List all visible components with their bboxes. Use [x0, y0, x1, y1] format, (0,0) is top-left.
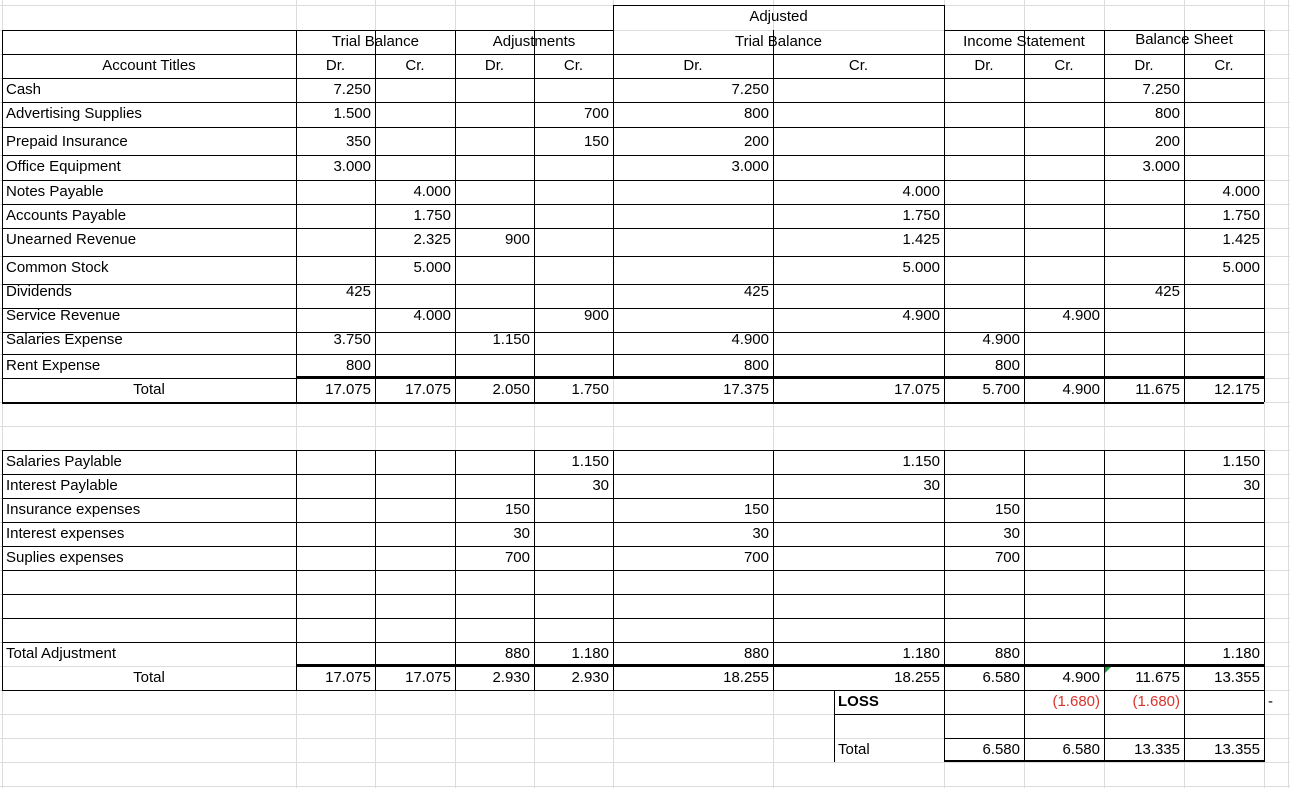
cell-adj_dr: 900 [504, 231, 530, 248]
header-cr: Cr. [848, 57, 869, 74]
cell-border [944, 30, 945, 402]
header-adjusted-trial-balance: Trial Balance [735, 33, 822, 50]
cell-atb_cr: 1.150 [902, 453, 940, 470]
cell-bs_cr: 5.000 [1222, 259, 1260, 276]
cell-bs_cr: 1.180 [1222, 645, 1260, 662]
loss-income-cr: (1.680) [1052, 693, 1100, 710]
account-title: Prepaid Insurance [6, 133, 128, 150]
cell-border [296, 30, 297, 402]
cell-border [2, 522, 1264, 523]
cell-bs_cr: 13.355 [1214, 669, 1260, 686]
cell-border [2, 570, 1264, 571]
final-total-is-cr: 6.580 [1062, 741, 1100, 758]
cell-adj_cr: 30 [592, 477, 609, 494]
cell-is_cr: 4.900 [1062, 381, 1100, 398]
cell-atb_cr: 30 [923, 477, 940, 494]
account-title: Accounts Payable [6, 207, 127, 224]
cell-adj_dr: 1.150 [492, 331, 530, 348]
cell-tb_dr: 3.000 [333, 158, 371, 175]
cell-bs_cr: 30 [1243, 477, 1260, 494]
cell-border [296, 376, 1264, 378]
final-total-label: Total [838, 741, 870, 758]
cell-bs_dr: 425 [1154, 283, 1180, 300]
cell-border [1024, 690, 1025, 762]
cell-atb_dr: 700 [743, 549, 769, 566]
cell-border [1104, 690, 1105, 762]
cell-tb_cr: 4.000 [413, 307, 451, 324]
cell-atb_dr: 30 [752, 525, 769, 542]
cell-border [2, 594, 1264, 595]
account-title: Service Revenue [6, 307, 121, 324]
cell-border [1184, 30, 1185, 402]
header-income-statement: Income Statement [963, 33, 1085, 50]
header-trial-balance: Trial Balance [332, 33, 419, 50]
cell-border [2, 690, 1264, 691]
cell-border [2, 204, 1264, 205]
cell-border [2, 54, 1264, 55]
cell-is_dr: 800 [994, 357, 1020, 374]
final-total-is-dr: 6.580 [982, 741, 1020, 758]
loss-label: LOSS [838, 693, 879, 710]
cell-adj_dr: 2.050 [492, 381, 530, 398]
account-title: Cash [6, 81, 42, 98]
account-title: Advertising Supplies [6, 105, 142, 122]
cell-border [375, 30, 376, 402]
cell-tb_dr: 1.500 [333, 105, 371, 122]
cell-atb_dr: 3.000 [731, 158, 769, 175]
final-total-bs-cr: 13.355 [1214, 741, 1260, 758]
account-title: Total [133, 669, 165, 686]
cell-bs_dr: 11.675 [1135, 381, 1180, 398]
account-title: Unearned Revenue [6, 231, 137, 248]
cell-tb_cr: 17.075 [405, 381, 451, 398]
cell-border [944, 690, 945, 762]
cell-atb_dr: 150 [743, 501, 769, 518]
cell-tb_cr: 5.000 [413, 259, 451, 276]
cell-adj_cr: 900 [583, 307, 609, 324]
cell-atb_dr: 425 [743, 283, 769, 300]
cell-border [2, 102, 1264, 103]
cell-bs_dr: 3.000 [1142, 158, 1180, 175]
account-title: Interest Paylable [6, 477, 118, 494]
cell-bs_cr: 1.425 [1222, 231, 1260, 248]
cell-atb_dr: 17.375 [723, 381, 769, 398]
cell-adj_dr: 150 [504, 501, 530, 518]
cell-adj_dr: 700 [504, 549, 530, 566]
cell-border [2, 30, 613, 31]
cell-border [2, 78, 1264, 79]
cell-tb_cr: 4.000 [413, 183, 451, 200]
account-title: Notes Payable [6, 183, 104, 200]
cell-adj_cr: 150 [583, 133, 609, 150]
cell-border [1264, 690, 1265, 762]
header-adjusted: Adjusted [749, 8, 808, 25]
cell-atb_cr: 4.900 [902, 307, 940, 324]
cell-border [2, 642, 1264, 643]
cell-bs_dr: 11.675 [1135, 669, 1180, 686]
cell-border [2, 450, 1264, 451]
header-adjustments: Adjustments [492, 33, 576, 50]
cell-is_dr: 700 [994, 549, 1020, 566]
cell-bs_cr: 1.750 [1222, 207, 1260, 224]
cell-selection-handle[interactable] [1105, 667, 1111, 673]
account-title: Office Equipment [6, 158, 121, 175]
cell-adj_cr: 700 [583, 105, 609, 122]
cell-border [2, 180, 1264, 181]
cell-atb_dr: 200 [743, 133, 769, 150]
cell-atb_cr: 17.075 [894, 381, 940, 398]
cell-border [2, 546, 1264, 547]
cell-border [2, 256, 1264, 257]
cell-adj_dr: 30 [513, 525, 530, 542]
gridline-vertical [1288, 0, 1289, 788]
account-title: Common Stock [6, 259, 109, 276]
cell-border [2, 127, 1264, 128]
loss-dash: - [1268, 693, 1273, 710]
cell-border [2, 228, 1264, 229]
account-title: Suplies expenses [6, 549, 124, 566]
cell-adj_cr: 1.150 [571, 453, 609, 470]
cell-atb_dr: 880 [743, 645, 769, 662]
cell-border [2, 155, 1264, 156]
cell-is_dr: 4.900 [982, 331, 1020, 348]
cell-border [1264, 450, 1265, 690]
gridline-horizontal [0, 762, 1290, 763]
cell-atb_cr: 18.255 [894, 669, 940, 686]
cell-bs_cr: 12.175 [1214, 381, 1260, 398]
cell-adj_cr: 1.180 [571, 645, 609, 662]
cell-atb_dr: 7.250 [731, 81, 769, 98]
cell-border [2, 378, 1264, 379]
cell-atb_dr: 4.900 [731, 331, 769, 348]
cell-border [2, 30, 3, 402]
cell-atb_cr: 1.425 [902, 231, 940, 248]
cell-tb_dr: 800 [345, 357, 371, 374]
header-balance-sheet: Balance Sheet [1135, 31, 1233, 48]
cell-bs_dr: 7.250 [1142, 81, 1180, 98]
cell-adj_cr: 1.750 [571, 381, 609, 398]
cell-adj_dr: 880 [504, 645, 530, 662]
account-title: Interest expenses [6, 525, 125, 542]
gridline-horizontal [0, 786, 1290, 787]
cell-border [834, 690, 835, 762]
account-title: Insurance expenses [6, 501, 141, 518]
cell-tb_dr: 17.075 [325, 669, 371, 686]
account-title: Rent Expense [6, 357, 101, 374]
cell-border [613, 5, 944, 6]
cell-is_dr: 6.580 [982, 669, 1020, 686]
cell-atb_dr: 800 [743, 357, 769, 374]
cell-adj_dr: 2.930 [492, 669, 530, 686]
header-cr: Cr. [1214, 57, 1234, 74]
cell-is_dr: 5.700 [982, 381, 1020, 398]
header-dr: Dr. [1134, 57, 1154, 74]
cell-border [2, 618, 1264, 619]
cell-tb_dr: 7.250 [333, 81, 371, 98]
header-cr: Cr. [563, 57, 584, 74]
cell-adj_cr: 2.930 [571, 669, 609, 686]
cell-is_cr: 4.900 [1062, 669, 1100, 686]
cell-border [1024, 30, 1025, 402]
cell-border [944, 760, 1264, 762]
cell-is_dr: 30 [1003, 525, 1020, 542]
account-title: Total Adjustment [6, 645, 117, 662]
loss-balance-dr: (1.680) [1132, 693, 1180, 710]
cell-atb_dr: 18.255 [723, 669, 769, 686]
cell-border [1184, 690, 1185, 762]
account-title: Dividends [6, 283, 72, 300]
cell-tb_dr: 425 [345, 283, 371, 300]
cell-tb_cr: 1.750 [413, 207, 451, 224]
header-dr: Dr. [484, 57, 505, 74]
cell-bs_dr: 800 [1154, 105, 1180, 122]
header-dr: Dr. [974, 57, 994, 74]
header-account-titles: Account Titles [102, 57, 196, 74]
cell-tb_cr: 17.075 [405, 669, 451, 686]
gridline-horizontal [0, 426, 1290, 427]
cell-tb_dr: 3.750 [333, 331, 371, 348]
cell-bs_cr: 1.150 [1222, 453, 1260, 470]
cell-border [944, 5, 945, 30]
cell-is_dr: 150 [994, 501, 1020, 518]
cell-is_dr: 880 [994, 645, 1020, 662]
cell-border [455, 30, 456, 402]
header-dr: Dr. [325, 57, 346, 74]
cell-atb_cr: 1.750 [902, 207, 940, 224]
cell-atb_cr: 4.000 [902, 183, 940, 200]
cell-border [773, 30, 774, 402]
cell-border [1264, 30, 1265, 402]
cell-border [1104, 30, 1105, 402]
cell-tb_dr: 17.075 [325, 381, 371, 398]
cell-border [2, 498, 1264, 499]
cell-is_cr: 4.900 [1062, 307, 1100, 324]
account-title: Total [133, 381, 165, 398]
cell-border [834, 714, 1264, 715]
cell-atb_cr: 5.000 [902, 259, 940, 276]
cell-bs_cr: 4.000 [1222, 183, 1260, 200]
cell-border [2, 402, 1264, 404]
cell-bs_dr: 200 [1154, 133, 1180, 150]
cell-tb_cr: 2.325 [413, 231, 451, 248]
final-total-bs-dr: 13.335 [1134, 741, 1180, 758]
header-dr: Dr. [683, 57, 703, 74]
cell-atb_dr: 800 [743, 105, 769, 122]
cell-atb_cr: 1.180 [902, 645, 940, 662]
cell-border [2, 474, 1264, 475]
account-title: Salaries Paylable [6, 453, 122, 470]
header-cr: Cr. [405, 57, 425, 74]
cell-border [613, 5, 614, 378]
account-title: Salaries Expense [6, 331, 123, 348]
cell-border [944, 738, 1264, 739]
cell-tb_dr: 350 [345, 133, 371, 150]
header-cr: Cr. [1054, 57, 1074, 74]
cell-border [534, 30, 535, 402]
cell-border [2, 354, 1264, 355]
cell-border [296, 664, 1264, 667]
